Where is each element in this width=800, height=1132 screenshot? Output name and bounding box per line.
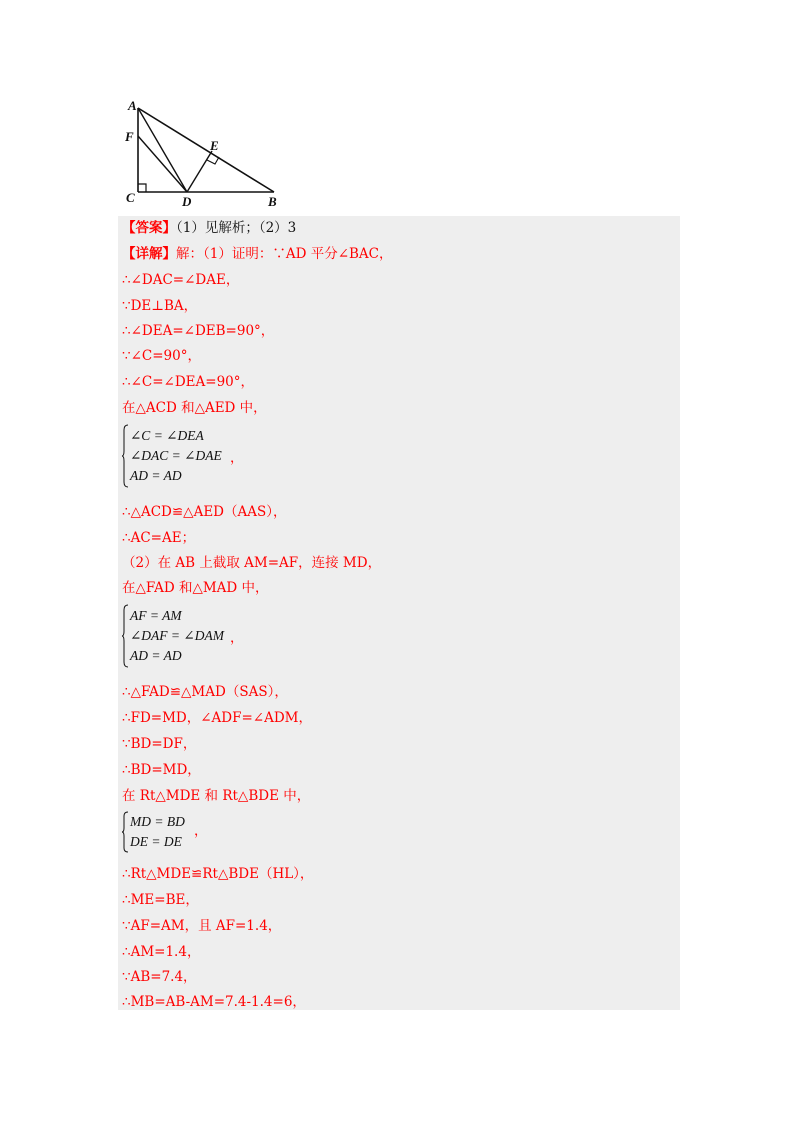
proof-step: ∴∠DAC=∠DAE， [122, 272, 240, 288]
proof-step: ∵∠C=90°， [122, 348, 201, 364]
proof-step: ∵DE⊥BA， [122, 298, 198, 314]
proof-step: ∴AC=AE； [122, 530, 196, 546]
answer-text: （1）见解析；（2）3 [176, 220, 297, 236]
left-brace-icon [122, 604, 128, 668]
segment-de [187, 151, 212, 192]
proof-step: ∴Rt△MDE≌Rt△BDE（HL）， [122, 866, 314, 882]
triangle-diagram [118, 96, 288, 212]
system-tail: ， [230, 630, 244, 645]
system-row: DE = DE [130, 834, 182, 849]
answer-line [122, 218, 296, 238]
label-a: A [128, 98, 137, 113]
proof-step: 在△ACD 和△AED 中， [122, 400, 267, 416]
solution-panel [118, 216, 680, 1010]
detail-text: 解：（1）证明：∵AD 平分∠BAC， [176, 246, 393, 262]
system-row: AF = AM [130, 608, 182, 623]
proof-step: ∵AB=7.4， [122, 969, 197, 985]
equation-system-2 [122, 604, 242, 668]
proof-step: ∵BD=DF， [122, 736, 197, 752]
proof-step: ∵AF=AM，且 AF=1.4， [122, 918, 282, 934]
detail-line [122, 244, 393, 264]
proof-step: ∴FD=MD，∠ADF=∠ADM， [122, 710, 313, 726]
equation-system-1 [122, 424, 242, 488]
proof-step: 在△FAD 和△MAD 中， [122, 580, 269, 596]
equation-system-3 [122, 811, 242, 853]
label-d: D [182, 194, 192, 209]
system-row: AD = AD [130, 648, 182, 663]
proof-step: ∴△ACD≌△AED（AAS）， [122, 504, 287, 520]
right-angle-mark-e [207, 157, 219, 164]
proof-step: ∴BD=MD， [122, 762, 201, 778]
segment-ab [138, 108, 274, 192]
system-row: ∠DAF = ∠DAM [130, 628, 224, 643]
triangle-figure [118, 96, 288, 212]
system-row: MD = BD [130, 814, 185, 829]
proof-step: ∴△FAD≌△MAD（SAS）， [122, 684, 288, 700]
proof-step: ∴∠DEA=∠DEB=90°， [122, 323, 275, 339]
left-brace-icon [122, 424, 128, 488]
system-row: ∠C = ∠DEA [130, 428, 204, 443]
left-brace-icon [122, 811, 128, 853]
system-row: ∠DAC = ∠DAE [130, 448, 222, 463]
label-f: F [125, 129, 134, 144]
label-e: E [210, 138, 219, 153]
proof-step: ∴∠C=∠DEA=90°， [122, 374, 255, 390]
proof-step: ∴MB=AB-AM=7.4-1.4=6， [122, 994, 306, 1010]
answer-tag: 【答案】 [122, 220, 176, 236]
detail-tag: 【详解】 [122, 246, 176, 262]
proof-step: ∴ME=BE， [122, 892, 199, 908]
right-angle-mark-c [138, 184, 146, 192]
system-tail: ， [230, 450, 244, 465]
system-tail: ， [194, 823, 208, 838]
proof-step: （2）在 AB 上截取 AM=AF，连接 MD， [122, 555, 382, 571]
system-row: AD = AD [130, 468, 182, 483]
proof-step: ∴AM=1.4， [122, 944, 201, 960]
proof-step: 在 Rt△MDE 和 Rt△BDE 中， [122, 788, 311, 804]
label-b: B [268, 194, 277, 209]
segment-ad [138, 108, 187, 192]
label-c: C [126, 190, 135, 205]
